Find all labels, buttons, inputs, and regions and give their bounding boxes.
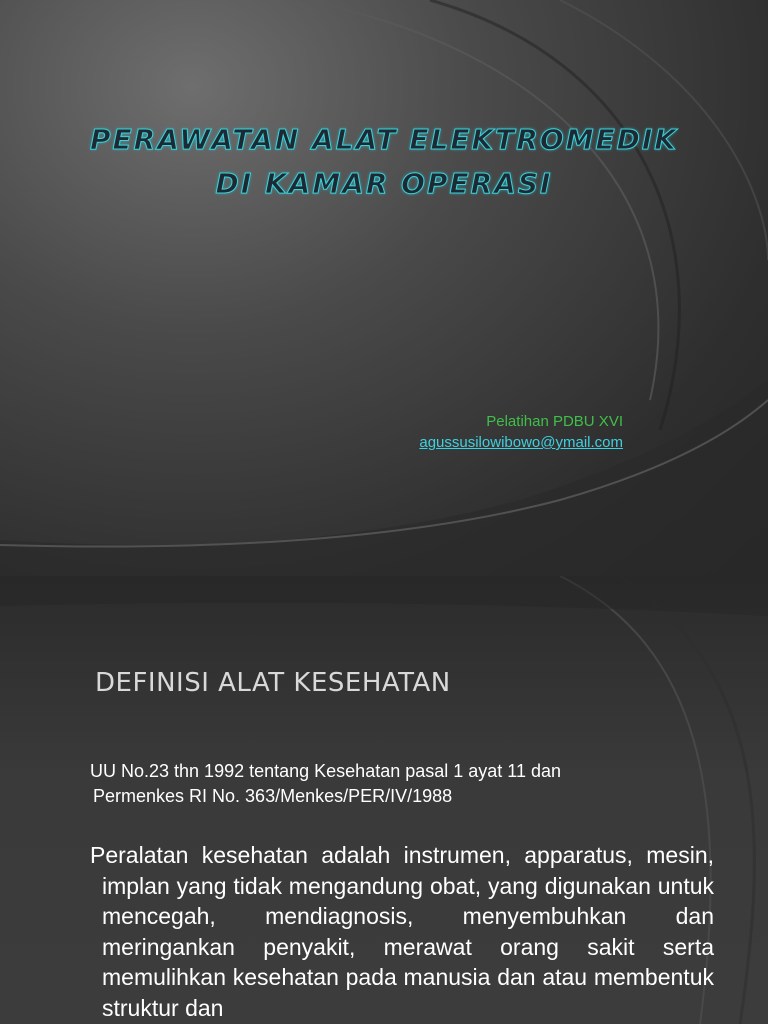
- reference-line2: Permenkes RI No. 363/Menkes/PER/IV/1988: [93, 786, 453, 806]
- slide-heading: DEFINISI ALAT KESEHATAN: [95, 668, 451, 698]
- slide-subtitle: [419, 411, 623, 453]
- email-link[interactable]: agussusilowibowo@ymail.com: [419, 434, 623, 451]
- slide-title-line1: PERAWATAN ALAT ELEKTROMEDIK: [90, 123, 678, 156]
- definition-paragraph: Peralatan kesehatan adalah instrumen, apparatus, mesin, implan yang tidak mengandung obat, yang digunakan untuk mencegah, mendiagnosis, menyembuhkan dan meringankan penyakit, merawat orang sakit serta memulihkan kesehatan pada manusia dan atau membentuk struktur dan: [90, 842, 714, 1021]
- organization-label: Pelatihan PDBU XVI: [486, 413, 623, 430]
- reference-line1: UU No.23 thn 1992 tentang Kesehatan pasal 1 ayat 11 dan: [90, 761, 562, 781]
- slide-title-line2: DI KAMAR OPERASI: [215, 167, 553, 200]
- reference-text: [90, 759, 690, 809]
- definition-slide: [0, 576, 768, 1024]
- slide-title: [40, 118, 728, 206]
